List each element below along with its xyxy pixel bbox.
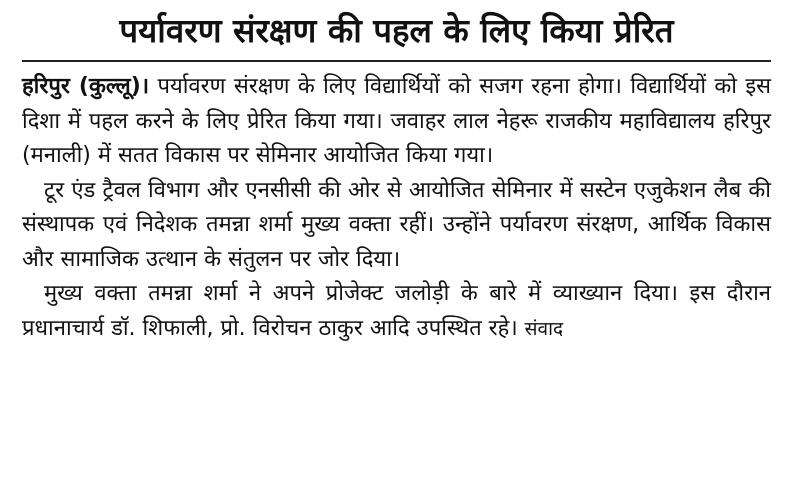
paragraph-1-text: पर्यावरण संरक्षण के लिए विद्यार्थियों को सजग रहना होगा। विद्यार्थियों को इस दिशा में पहल करने के लिए प्रेरित किया गया। जवाहर लाल नेहरू राजकीय महाविद्यालय हरिपुर (मनाली) में सतत विकास पर सेमिनार आयोजित किया गया। [22, 74, 772, 168]
article-paragraph-1 [22, 70, 771, 174]
dateline: हरिपुर (कुल्लू)। [22, 74, 150, 99]
paragraph-2-text: टूर एंड ट्रैवल विभाग और एनसीसी की ओर से आयोजित सेमिनार में सस्टेन एजुकेशन लैब की संस्थापक एवं निदेशक तमन्ना शर्मा मुख्य वक्ता रहीं। उन्होंने पर्यावरण संरक्षण, आर्थिक विकास और सामाजिक उत्थान के संतुलन पर जोर दिया। [22, 177, 771, 272]
article-paragraph-2 [22, 174, 771, 278]
headline: पर्यावरण संरक्षण की पहल के लिए किया प्रेरित [22, 6, 771, 62]
paragraph-3-text: मुख्य वक्ता तमन्ना शर्मा ने अपने प्रोजेक्ट जलोड़ी के बारे में व्याख्यान दिया। इस दौरान प्रधानाचार्य डॉ. शिफाली, प्रो. विरोचन ठाकुर आदि उपस्थित रहे। [22, 281, 771, 341]
article-paragraph-3 [22, 277, 771, 346]
article-body [22, 70, 771, 346]
reporter-credit: संवाद [524, 317, 564, 340]
